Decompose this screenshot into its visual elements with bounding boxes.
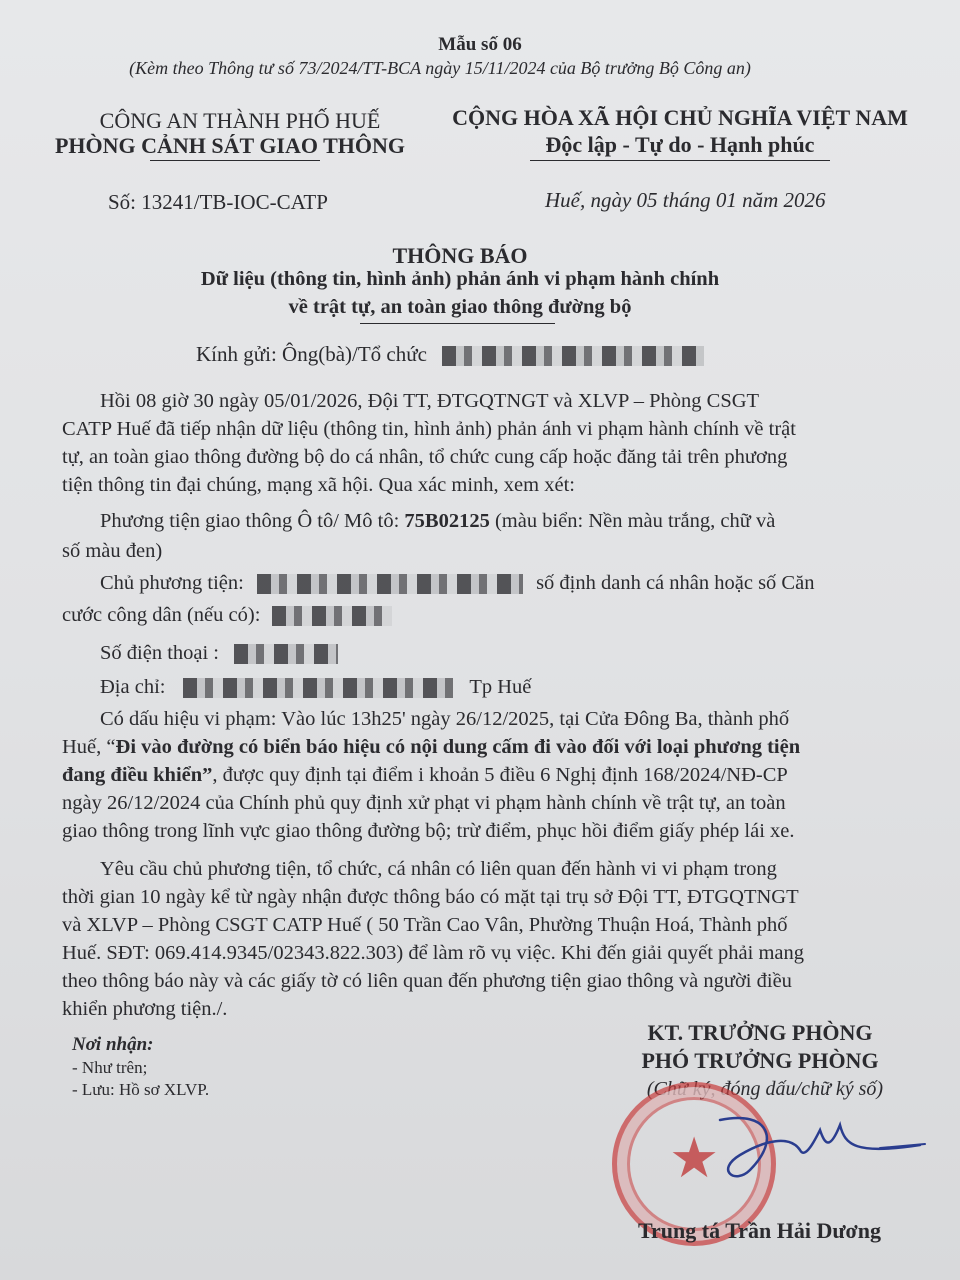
- recipient-item-2: - Lưu: Hồ sơ XLVP.: [72, 1080, 210, 1099]
- redacted-owner: [257, 574, 523, 594]
- vehicle-line-2: số màu đen): [62, 540, 163, 562]
- violation-description-end: đang điều khiển”: [62, 764, 213, 786]
- signature-title-1: KT. TRƯỞNG PHÒNG: [647, 1020, 873, 1045]
- document-number: Số: 13241/TB-IOC-CATP: [108, 190, 328, 214]
- owner-id-label: số định danh cá nhân hoặc số Căn: [536, 572, 815, 594]
- header-right-underline: [530, 160, 830, 161]
- violation-description: Đi vào đường có biển báo hiệu có nội dung cấm đi vào đối với loại phương tiện: [115, 736, 801, 758]
- vehicle-label: Phương tiện giao thông Ô tô/ Mô tô:: [100, 510, 405, 532]
- request-line-6: khiển phương tiện./.: [62, 998, 228, 1020]
- signer-name: Trung tá Trần Hải Dương: [638, 1218, 881, 1243]
- document-title: THÔNG BÁO: [392, 243, 528, 268]
- recipient-item-1: - Như trên;: [72, 1058, 148, 1077]
- request-line-3: và XLVP – Phòng CSGT CATP Huế ( 50 Trần Cao Vân, Phường Thuận Hoá, Thành phố: [62, 914, 788, 936]
- paragraph-1-line-4: tiện thông tin đại chúng, mạng xã hội. Qua xác minh, xem xét:: [62, 474, 575, 496]
- plate-color: (màu biển: Nền màu trắng, chữ và: [489, 510, 776, 532]
- department-name: PHÒNG CẢNH SÁT GIAO THÔNG: [54, 133, 405, 158]
- redacted-recipient: [442, 346, 704, 366]
- address-line: [100, 676, 531, 699]
- violation-line-1: Có dấu hiệu vi phạm: Vào lúc 13h25' ngày 26/12/2025, tại Cửa Đông Ba, thành phố: [100, 708, 790, 730]
- violation-line-3: [62, 764, 788, 787]
- address-city: Tp Huế: [469, 676, 532, 698]
- paragraph-1-line-2: CATP Huế đã tiếp nhận dữ liệu (thông tin, hình ảnh) phản ánh vi phạm hành chính về trật: [62, 418, 796, 440]
- owner-line: [100, 572, 814, 595]
- redacted-phone: [234, 644, 338, 664]
- signature-title-2: PHÓ TRƯỞNG PHÒNG: [641, 1048, 879, 1073]
- request-line-1: Yêu cầu chủ phương tiện, tổ chức, cá nhân có liên quan đến hành vi vi phạm trong: [100, 858, 777, 880]
- recipients-label: Nơi nhận:: [72, 1034, 154, 1055]
- violation-legal-basis: , được quy định tại điểm i khoản 5 điều 6 Nghị định 168/2024/NĐ-CP: [212, 764, 788, 786]
- title-underline: [360, 323, 555, 324]
- salutation: [196, 342, 704, 367]
- license-plate: 75B02125: [404, 510, 490, 532]
- paragraph-1-line-1: Hồi 08 giờ 30 ngày 05/01/2026, Đội TT, ĐTGQTNGT và XLVP – Phòng CSGT: [100, 390, 760, 412]
- phone-line: [100, 642, 338, 665]
- violation-line-4: ngày 26/12/2024 của Chính phủ quy định xử phạt vi phạm hành chính về trật tự, an toàn: [62, 792, 786, 814]
- address-label: Địa chỉ:: [100, 676, 166, 698]
- violation-line-5: giao thông trong lĩnh vực giao thông đường bộ; trừ điểm, phục hồi điểm giấy phép lái xe.: [62, 820, 795, 842]
- document-date: Huế, ngày 05 tháng 01 năm 2026: [545, 188, 826, 212]
- salutation-text: Kính gửi: Ông(bà)/Tổ chức: [196, 342, 427, 366]
- national-motto: Độc lập - Tự do - Hạnh phúc: [545, 132, 815, 157]
- owner-line-2: [62, 604, 392, 627]
- violation-line-2: [62, 736, 800, 759]
- vehicle-line: [100, 510, 775, 533]
- redacted-address: [183, 678, 453, 698]
- form-number: Mẫu số 06: [438, 34, 522, 55]
- country-name: CỘNG HÒA XÃ HỘI CHỦ NGHĨA VIỆT NAM: [452, 105, 908, 130]
- header-left-underline: [150, 160, 320, 161]
- request-line-2: thời gian 10 ngày kể từ ngày nhận được thông báo có mặt tại trụ sở Đội TT, ĐTGQTNGT: [62, 886, 799, 908]
- seal-star-icon: ★: [669, 1128, 720, 1190]
- signature-note: (Chữ ký, đóng dấu/chữ ký số): [646, 1078, 884, 1100]
- redacted-citizen-id: [272, 606, 392, 626]
- document-subtitle-line1: Dữ liệu (thông tin, hình ảnh) phản ánh vi phạm hành chính: [200, 268, 720, 290]
- citizen-id-label: cước công dân (nếu có):: [62, 604, 261, 626]
- request-line-4: Huế. SĐT: 069.414.9345/02343.822.303) để làm rõ vụ việc. Khi đến giải quyết phải mang: [62, 942, 804, 964]
- document-subtitle-line2: về trật tự, an toàn giao thông đường bộ: [288, 296, 632, 318]
- paragraph-1-line-3: tự, an toàn giao thông đường bộ do cá nhân, tổ chức cung cấp hoặc đăng tải trên phương: [62, 446, 788, 468]
- owner-label: Chủ phương tiện:: [100, 572, 244, 594]
- violation-location: Huế, “: [62, 736, 116, 758]
- phone-label: Số điện thoại :: [100, 642, 220, 664]
- request-line-5: theo thông báo này và các giấy tờ có liên quan đến phương tiện giao thông và người điều: [62, 970, 792, 992]
- form-reference: (Kèm theo Thông tư số 73/2024/TT-BCA ngày 15/11/2024 của Bộ trưởng Bộ Công an): [129, 58, 751, 78]
- agency-name: CÔNG AN THÀNH PHỐ HUẾ: [99, 108, 381, 133]
- handwritten-signature: [680, 1100, 930, 1190]
